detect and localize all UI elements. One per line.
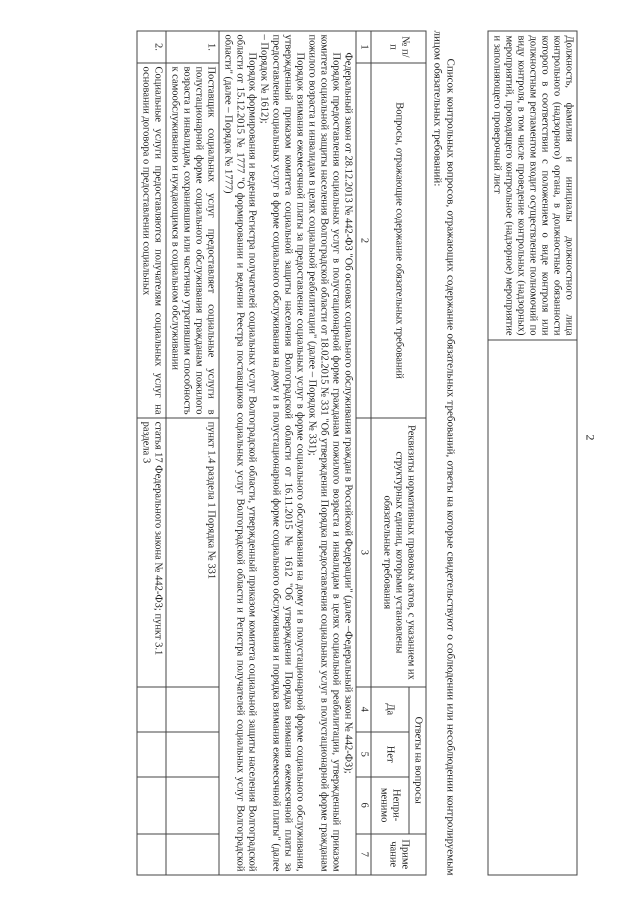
row-requisite: статья 17 Федерального закона № 442-ФЗ; пункт 3.1 раздела 3 <box>137 418 166 687</box>
header-questions: Вопросы, отражающие содержание обязательных требований <box>371 62 426 417</box>
legal-act: Порядок предоставления социальных услуг в полустационарной форме гражданам пожилого возраста и инвалидам в целях социальной реабилитации, утвержденный приказом комитета социальной защиты населения Волгоградской области от 18.02.2015 № 331 "Об утверждении Порядка предоставления социальных услуг в полустационарной форме гражданам пожилого возраста и инвалидам в целях социальной реабилитации" (далее – Порядок № 331); <box>306 34 341 871</box>
header-yes: Да <box>371 686 409 731</box>
page-number: 2 <box>583 434 597 440</box>
col-number: 3 <box>356 418 371 687</box>
row-question: Социальные услуги предоставляются получателям социальных услуг на основании договора о предоставлении социальных <box>137 62 166 417</box>
checklist-table <box>136 30 426 875</box>
table-row <box>137 31 166 875</box>
col-number: 6 <box>356 776 371 833</box>
header-note: Приме чание <box>371 833 426 874</box>
header-requisites: Реквизиты нормативных правовых актов, с указанием их структурных единиц, которыми установлены обязательные требования <box>371 418 426 687</box>
legal-act: Порядок формирования и ведения Регистра получателей социальных услуг Волгоградской области, утвержденный приказом комитета социальной защиты населения Волгоградской области от 15.12.2015 № 1777 "О формировании и ведении Реестра поставщиков социальных услуг Волгоградской области и Регистра получателей социальных услуг Волгоградской области" (далее – Порядок № 1777) <box>222 34 257 871</box>
checklist-heading: Список контрольных вопросов, отражающих содержание обязательных требований, ответы на которые свидетельствуют о соблюдении или несоблюдении контролируемым лицом обязательных требований: <box>431 30 456 875</box>
row-question: Поставщик социальных услуг предоставляет социальные услуги в полустационарной форме социального обслуживания гражданам пожилого возраста и инвалидам, сохранившим или частично утратившим способность к самообслуживанию и нуждающимся в социальном обслуживании <box>166 62 219 417</box>
header-answers: Ответы на вопросы <box>409 686 426 833</box>
header-na: Непри-менимо <box>371 776 409 833</box>
header-row-1 <box>409 31 426 875</box>
row-number: 1. <box>166 31 219 63</box>
header-no: Нет <box>371 731 409 776</box>
answer-yes-cell[interactable] <box>166 686 219 731</box>
answer-no-cell[interactable] <box>166 731 219 776</box>
inspector-position-label: Должность, фамилия и инициалы должностного лица контрольного (надзорного) органа, в должностные обязанности которого в соответствии с положением о виде контроля или должностным регламентом входит осуществление полномочий по виду контроля, в том числе проведение контрольных (надзорных) мероприятий, проводящего контрольное (надзорное) мероприятие и заполняющего проверочный лист <box>488 31 577 340</box>
inspector-info-table <box>487 30 577 875</box>
table-row <box>166 31 219 875</box>
col-number: 5 <box>356 731 371 776</box>
answer-no-cell[interactable] <box>137 731 166 776</box>
legal-act: Федеральный закон от 28.12.2013 № 442-ФЗ "Об основах социального обслуживания граждан в Российской Федерации" (далее –Федеральный закон № 442-ФЗ); <box>342 52 353 774</box>
col-number: 4 <box>356 686 371 731</box>
note-cell[interactable] <box>137 833 166 874</box>
header-num: № п/п <box>371 31 426 63</box>
col-number: 7 <box>356 833 371 874</box>
legal-act: Порядок взимания ежемесячной платы за предоставление социальных услуг в форме социального обслуживания на дому и в полустационарной форме социального обслуживания, утвержденный приказом комитета социальной защиты населения Волгоградской области от 16.11.2015 № 1612 "Об утверждении Порядка взимания ежемесячной платы за предоставление социальных услуг в форме социального обслуживания на дому и в полустационарной форме социального обслуживания и порядка взимания ежемесячной платы" (далее – Порядок № 1612); <box>258 34 305 871</box>
answer-na-cell[interactable] <box>137 776 166 833</box>
col-number: 2 <box>356 62 371 417</box>
inspector-position-value[interactable] <box>488 340 577 875</box>
col-number: 1 <box>356 31 371 63</box>
note-cell[interactable] <box>166 833 219 874</box>
legal-acts-cell <box>219 31 356 875</box>
row-number: 2. <box>137 31 166 63</box>
answer-na-cell[interactable] <box>166 776 219 833</box>
column-numbers-row <box>356 31 371 875</box>
acts-row <box>219 31 356 875</box>
row-requisite: пункт 1.4 раздела 1 Порядка № 331 <box>166 418 219 687</box>
answer-yes-cell[interactable] <box>137 686 166 731</box>
inspector-info-row <box>488 31 577 875</box>
